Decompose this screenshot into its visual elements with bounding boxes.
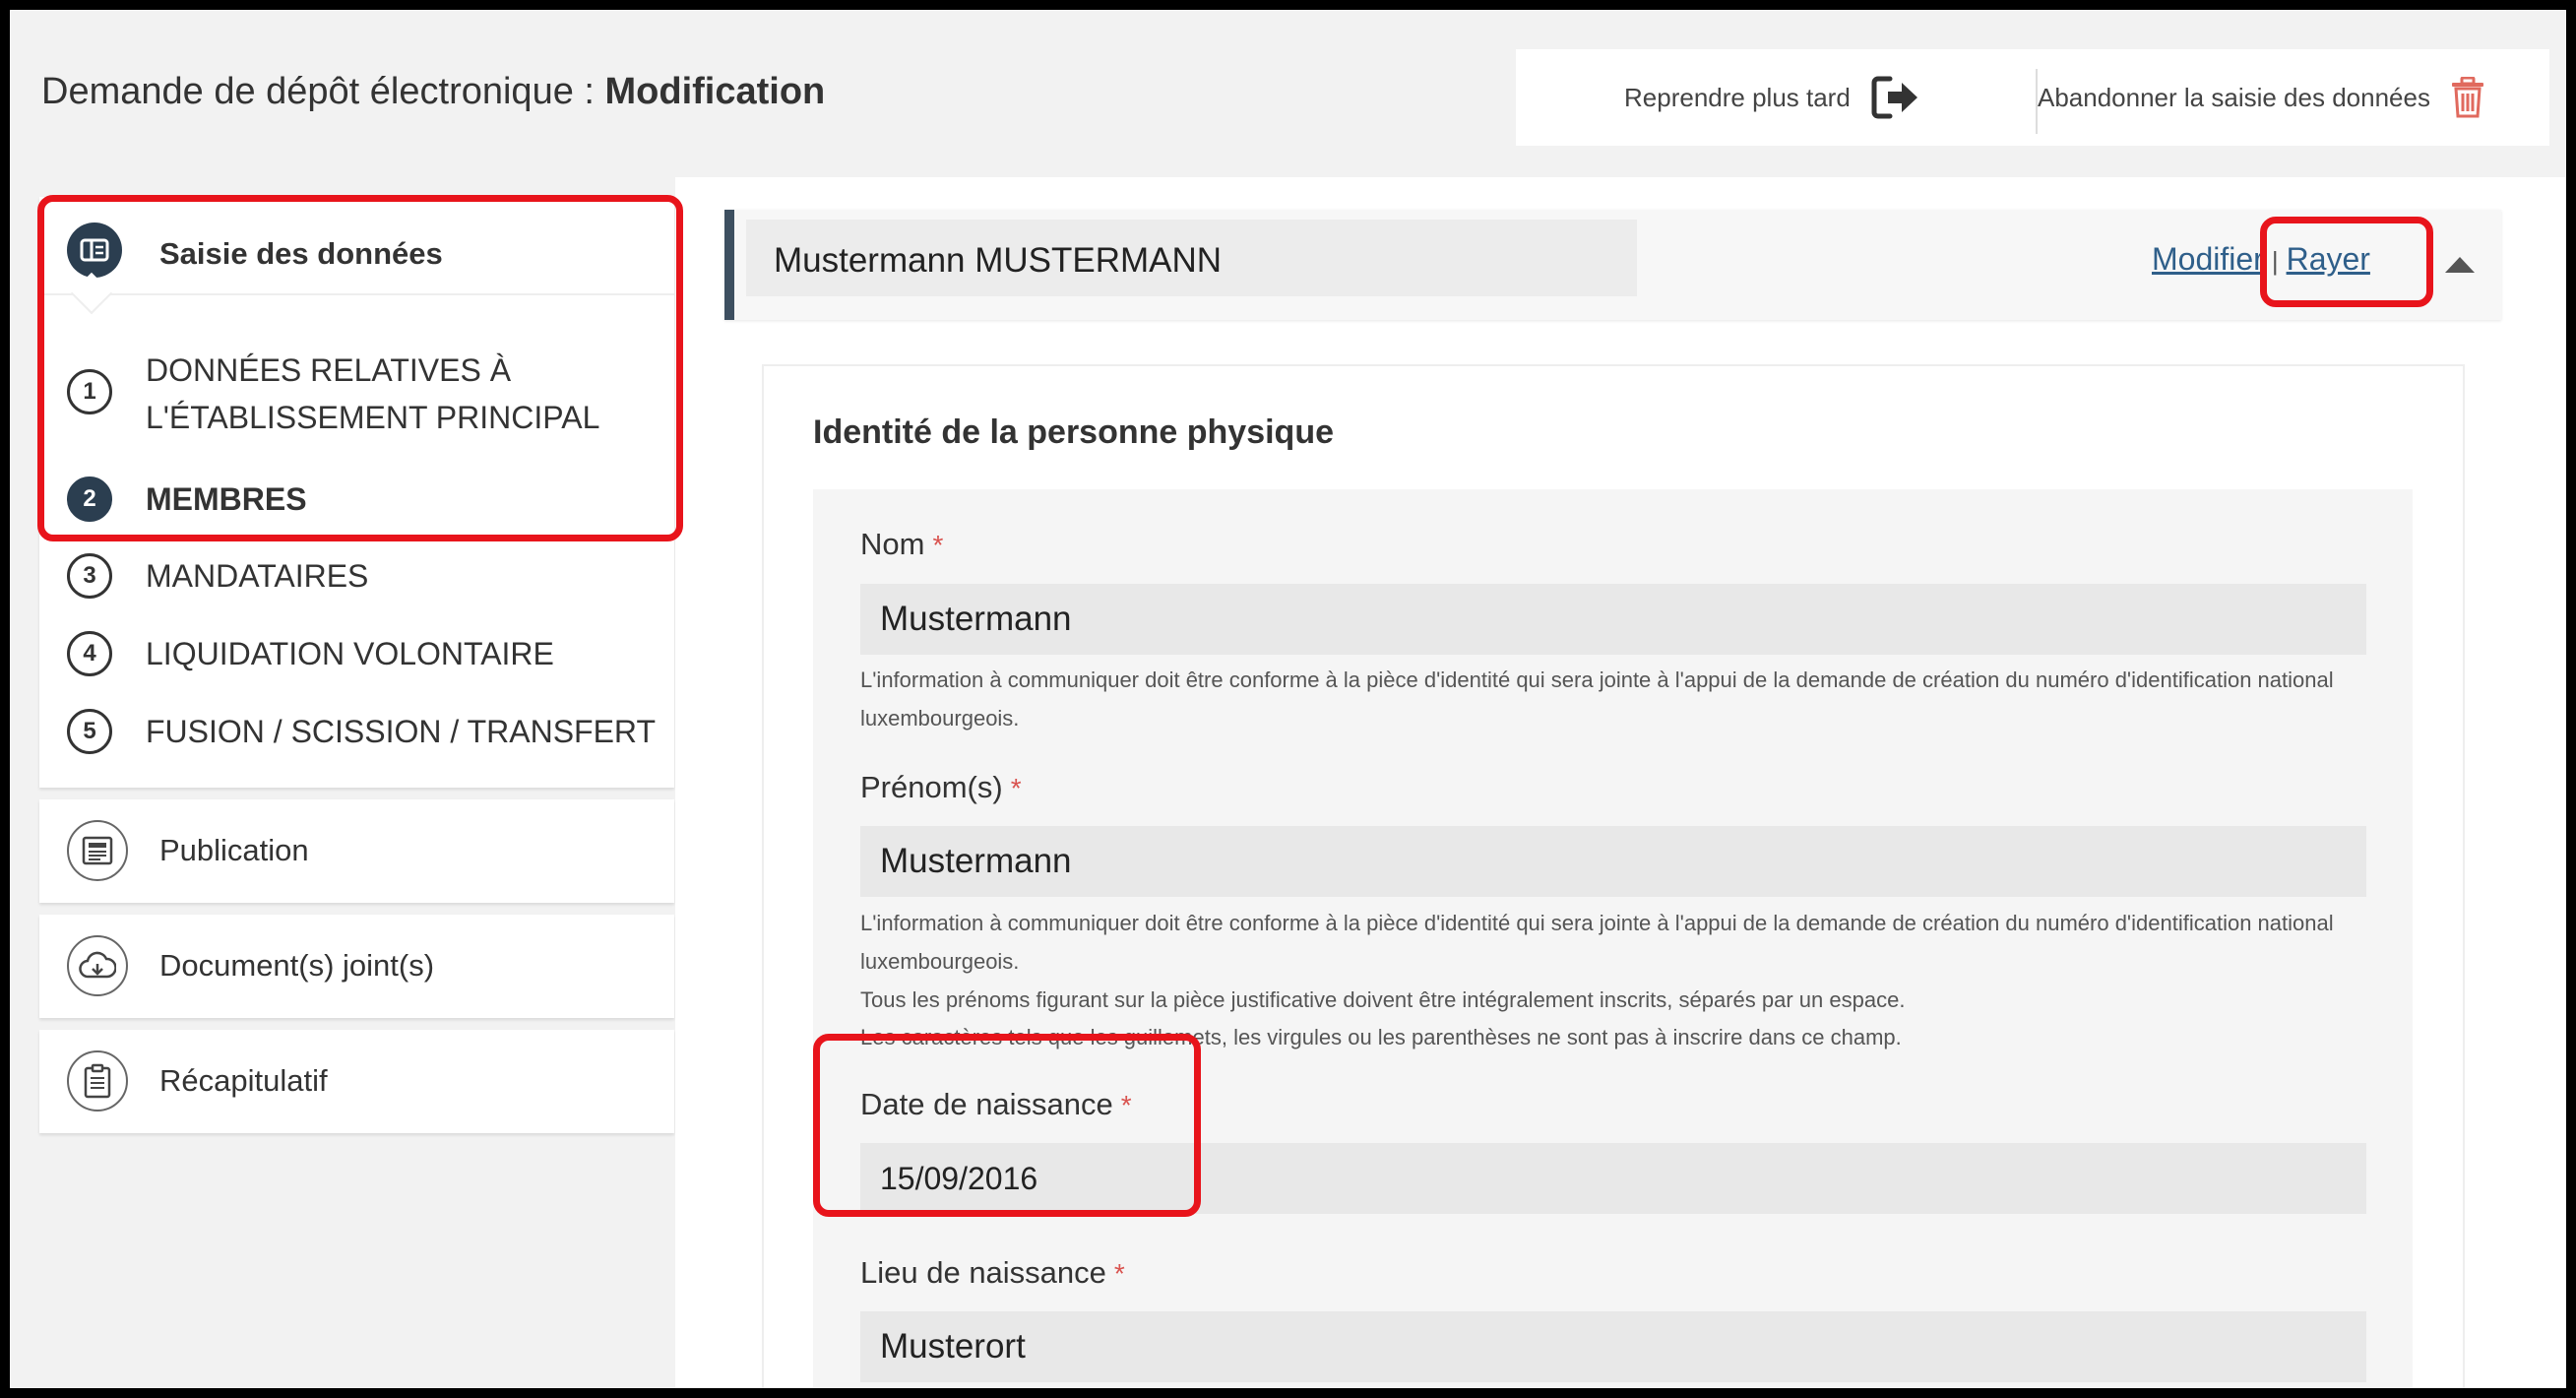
required-mark: * [932,530,944,560]
step-mandataires[interactable] [39,547,674,606]
prenom-label [860,770,1022,805]
identity-card [762,364,2465,1398]
trash-icon [2450,77,2485,118]
prenom-field[interactable] [860,826,2366,897]
prenom-label-text: Prénom(s) [860,770,1003,804]
modify-link[interactable]: Modifier [2152,241,2264,277]
link-separator: | [2271,246,2279,276]
member-bar [724,210,2501,320]
page-title-mode: Modification [604,71,826,112]
step-label-2: MEMBRES [146,481,307,517]
nom-field[interactable] [860,584,2366,655]
abandon-button[interactable] [2038,49,2485,146]
prenom-help-text: L'information à communiquer doit être conforme à la pièce d'identité qui sera jointe à l'appui de la demande de création du numéro d'identification national luxembourgeois. [860,911,2334,974]
member-name: Mustermann MUSTERMANN [774,241,1223,280]
date-naissance-field[interactable] [860,1143,2366,1214]
collapse-caret-icon[interactable] [2445,257,2475,273]
newspaper-icon [67,820,128,881]
step-etablissement[interactable] [39,345,674,443]
step-number-2: 2 [67,477,112,522]
required-mark: * [1113,1258,1125,1289]
required-mark: * [1010,773,1022,803]
lieu-naissance-field[interactable] [860,1311,2366,1382]
sidebar-item-publication[interactable] [39,799,674,903]
page-title [41,71,825,113]
sidebar-item-documents[interactable] [39,915,674,1018]
step-number-4: 4 [67,631,112,676]
identity-fields [813,489,2413,1398]
prenom-help-spacing: Tous les prénoms figurant sur la pièce justificative doivent être intégralement inscrits, séparés par un espace. [860,987,1906,1012]
step-number-5: 5 [67,709,112,754]
member-actions [2152,241,2370,278]
sign-out-icon [1870,75,1921,120]
resume-later-label: Reprendre plus tard [1624,82,1851,112]
sidebar-item-label: Document(s) joint(s) [159,948,435,983]
header-actions [1516,49,2549,146]
date-naissance-label-text: Date de naissance [860,1087,1113,1121]
step-fusion[interactable] [39,703,674,762]
nom-label [860,527,943,562]
lieu-naissance-label-text: Lieu de naissance [860,1255,1106,1290]
date-naissance-label [860,1087,1132,1122]
step-label-5: FUSION / SCISSION / TRANSFERT [146,714,656,749]
prenom-help-characters: Les caractères tels que les guillemets, les virgules ou les parenthèses ne sont pas à inscrire dans ce champ. [860,1025,1902,1049]
data-entry-panel [39,197,674,788]
sidebar [39,197,674,1133]
step-membres[interactable] [39,471,674,530]
top-bar [10,10,2566,167]
sidebar-item-recapitulatif[interactable] [39,1030,674,1133]
sidebar-item-label: Récapitulatif [159,1063,328,1098]
cloud-upload-icon [67,935,128,996]
step-number-1: 1 [67,369,112,414]
abandon-label: Abandonner la saisie des données [2038,82,2430,112]
step-number-3: 3 [67,553,112,599]
page-title-prefix: Demande de dépôt électronique : [41,71,605,112]
required-mark: * [1120,1090,1132,1120]
member-name-box [746,220,1637,296]
main-content [675,177,2565,1398]
resume-later-button[interactable] [1624,49,1921,146]
sidebar-item-label: Publication [159,833,309,867]
lieu-naissance-label [860,1255,1125,1291]
section-title: Identité de la personne physique [813,413,1334,451]
form-panel-icon [67,222,122,278]
step-label-3: MANDATAIRES [146,558,369,594]
data-entry-label: Saisie des données [159,236,443,271]
step-label-1-line2: L'ÉTABLISSEMENT PRINCIPAL [146,400,600,435]
strike-link[interactable]: Rayer [2286,241,2370,277]
nom-help-text: L'information à communiquer doit être conforme à la pièce d'identité qui sera jointe à l'appui de la demande de création du numéro d'identification national luxembourgeois. [860,667,2334,731]
nom-label-text: Nom [860,527,925,561]
step-liquidation[interactable] [39,625,674,684]
data-entry-header[interactable] [39,197,674,295]
clipboard-icon [67,1050,128,1112]
step-label-1-line1: DONNÉES RELATIVES À [146,352,512,388]
step-label-4: LIQUIDATION VOLONTAIRE [146,636,554,671]
